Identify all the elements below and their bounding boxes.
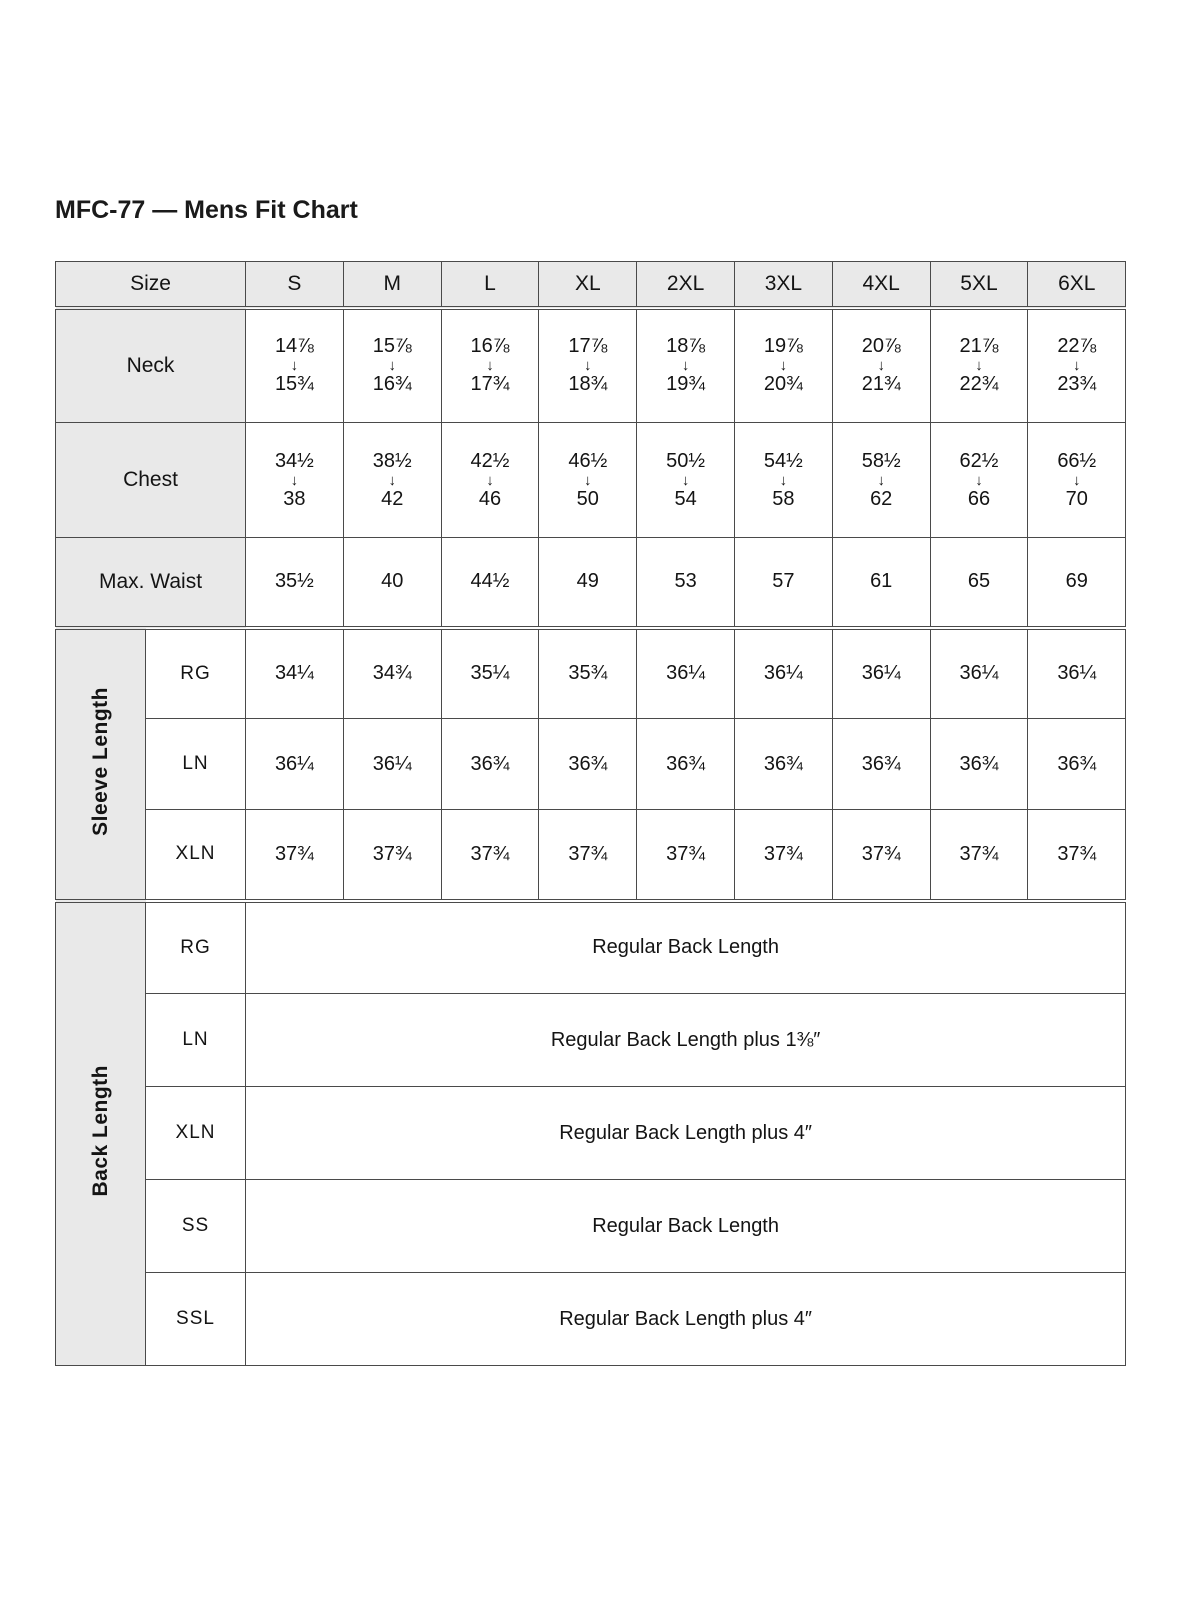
size-col-header-m: M (343, 262, 441, 308)
sleeve-sub-label-xln: XLN (146, 810, 246, 901)
size-col-header-xl: XL (539, 262, 637, 308)
range-from-value: 20⅞ (861, 335, 901, 358)
range-from-value: 54½ (763, 449, 803, 472)
range-stack (539, 335, 636, 396)
back-sub-label-ss: SS (146, 1180, 246, 1273)
chest-range-cell-4xl (832, 423, 930, 538)
down-arrow-icon: ↓ (877, 471, 885, 489)
chest-range-cell-m (343, 423, 441, 538)
range-stack (246, 450, 343, 511)
back-ssl-description: Regular Back Length plus 4″ (246, 1273, 1126, 1366)
range-to-value: 23¾ (1057, 373, 1097, 396)
range-stack (1028, 335, 1125, 396)
chest-range-cell-6xl (1028, 423, 1126, 538)
fit-chart-table (55, 261, 1126, 1366)
range-stack (637, 450, 734, 511)
range-stack (344, 450, 441, 511)
range-from-value: 50½ (666, 449, 706, 472)
down-arrow-icon: ↓ (975, 357, 983, 375)
sleeve-ln-value-cell-3xl: 36¾ (735, 719, 833, 810)
neck-range-cell-s (246, 308, 344, 423)
range-from-value: 14⅞ (274, 335, 314, 358)
sleeve-sub-label-rg: RG (146, 628, 246, 719)
back-rg-description: Regular Back Length (246, 901, 1126, 994)
sleeve-rg-value-cell-5xl: 36¼ (930, 628, 1028, 719)
down-arrow-icon: ↓ (584, 357, 592, 375)
neck-range-cell-3xl (735, 308, 833, 423)
down-arrow-icon: ↓ (779, 471, 788, 489)
max-waist-value-cell-6xl: 69 (1028, 538, 1126, 628)
range-from-value: 46½ (568, 449, 608, 472)
neck-range-cell-xl (539, 308, 637, 423)
size-col-header-l: L (441, 262, 539, 308)
down-arrow-icon: ↓ (584, 471, 592, 489)
sleeve-ln-value-cell-s: 36¼ (246, 719, 344, 810)
range-stack (637, 335, 734, 396)
range-to-value: 38 (283, 487, 306, 510)
range-to-value: 46 (478, 487, 502, 510)
sleeve-rg-value-cell-xl: 35¾ (539, 628, 637, 719)
sleeve-xln-value-cell-l: 37¾ (441, 810, 539, 901)
max-waist-value-cell-3xl: 57 (735, 538, 833, 628)
size-col-header-2xl: 2XL (637, 262, 735, 308)
down-arrow-icon: ↓ (779, 357, 788, 375)
range-to-value: 19¾ (666, 373, 706, 396)
range-stack (246, 335, 343, 396)
range-stack (539, 450, 636, 511)
back-xln-description: Regular Back Length plus 4″ (246, 1087, 1126, 1180)
size-col-header-s: S (246, 262, 344, 308)
back-sub-label-xln: XLN (146, 1087, 246, 1180)
max-waist-value-cell-m: 40 (343, 538, 441, 628)
range-stack (344, 335, 441, 396)
down-arrow-icon: ↓ (1073, 357, 1081, 375)
sleeve-ln-value-cell-2xl: 36¾ (637, 719, 735, 810)
range-to-value: 21¾ (861, 373, 901, 396)
down-arrow-icon: ↓ (290, 471, 299, 489)
range-from-value: 15⅞ (372, 335, 412, 358)
chest-range-cell-5xl (930, 423, 1028, 538)
neck-range-cell-2xl (637, 308, 735, 423)
max-waist-value-cell-l: 44½ (441, 538, 539, 628)
row-label-neck: Neck (56, 308, 246, 423)
chest-range-cell-2xl (637, 423, 735, 538)
back-sub-label-ln: LN (146, 994, 246, 1087)
down-arrow-icon: ↓ (290, 357, 299, 375)
section-label-sleeve-length (56, 628, 146, 901)
back-ln-description: Regular Back Length plus 1⅜″ (246, 994, 1126, 1087)
range-to-value: 15¾ (274, 373, 314, 396)
down-arrow-icon: ↓ (1073, 471, 1081, 489)
down-arrow-icon: ↓ (681, 357, 690, 375)
range-from-value: 42½ (470, 449, 510, 472)
down-arrow-icon: ↓ (975, 471, 983, 489)
max-waist-value-cell-xl: 49 (539, 538, 637, 628)
range-from-value: 34½ (274, 449, 314, 472)
sleeve-ln-value-cell-xl: 36¾ (539, 719, 637, 810)
range-to-value: 66 (967, 487, 991, 510)
range-from-value: 19⅞ (763, 335, 803, 358)
range-stack (442, 335, 539, 396)
neck-range-cell-5xl (930, 308, 1028, 423)
down-arrow-icon: ↓ (388, 471, 396, 489)
size-col-header-6xl: 6XL (1028, 262, 1126, 308)
sleeve-xln-value-cell-s: 37¾ (246, 810, 344, 901)
sleeve-ln-value-cell-6xl: 36¾ (1028, 719, 1126, 810)
sleeve-xln-value-cell-2xl: 37¾ (637, 810, 735, 901)
sleeve-sub-label-ln: LN (146, 719, 246, 810)
range-to-value: 70 (1065, 487, 1088, 510)
max-waist-value-cell-2xl: 53 (637, 538, 735, 628)
range-to-value: 62 (870, 487, 893, 510)
sleeve-xln-value-cell-3xl: 37¾ (735, 810, 833, 901)
range-from-value: 66½ (1057, 449, 1097, 472)
range-from-value: 38½ (372, 449, 412, 472)
section-label-back-length (56, 901, 146, 1366)
range-stack (833, 450, 930, 511)
sleeve-ln-value-cell-l: 36¾ (441, 719, 539, 810)
back-sub-label-rg: RG (146, 901, 246, 994)
neck-range-cell-6xl (1028, 308, 1126, 423)
size-col-header-3xl: 3XL (735, 262, 833, 308)
chest-range-cell-l (441, 423, 539, 538)
range-stack (833, 335, 930, 396)
range-to-value: 42 (381, 487, 404, 510)
down-arrow-icon: ↓ (877, 357, 885, 375)
range-from-value: 18⅞ (666, 335, 706, 358)
sleeve-rg-value-cell-4xl: 36¼ (832, 628, 930, 719)
range-stack (931, 450, 1028, 511)
max-waist-value-cell-4xl: 61 (832, 538, 930, 628)
sleeve-ln-value-cell-5xl: 36¾ (930, 719, 1028, 810)
chest-range-cell-3xl (735, 423, 833, 538)
row-label-chest: Chest (56, 423, 246, 538)
range-stack (931, 335, 1028, 396)
sleeve-xln-value-cell-xl: 37¾ (539, 810, 637, 901)
row-label-max-waist: Max. Waist (56, 538, 246, 628)
range-stack (1028, 450, 1125, 511)
page-title: MFC-77 — Mens Fit Chart (55, 196, 358, 224)
chest-range-cell-s (246, 423, 344, 538)
sleeve-xln-value-cell-5xl: 37¾ (930, 810, 1028, 901)
range-from-value: 62½ (959, 449, 999, 472)
neck-range-cell-4xl (832, 308, 930, 423)
sleeve-xln-value-cell-6xl: 37¾ (1028, 810, 1126, 901)
size-col-header-5xl: 5XL (930, 262, 1028, 308)
range-from-value: 21⅞ (959, 335, 999, 358)
range-stack (735, 450, 832, 511)
down-arrow-icon: ↓ (681, 471, 690, 489)
range-to-value: 22¾ (959, 373, 999, 396)
down-arrow-icon: ↓ (486, 471, 494, 489)
range-to-value: 17¾ (470, 373, 510, 396)
range-from-value: 22⅞ (1057, 335, 1097, 358)
sleeve-rg-value-cell-l: 35¼ (441, 628, 539, 719)
back-length-vertical-label: Back Length (88, 1065, 112, 1198)
range-to-value: 58 (772, 487, 795, 510)
range-to-value: 20¾ (763, 373, 803, 396)
sleeve-ln-value-cell-4xl: 36¾ (832, 719, 930, 810)
range-to-value: 18¾ (568, 373, 608, 396)
sleeve-rg-value-cell-2xl: 36¼ (637, 628, 735, 719)
back-sub-label-ssl: SSL (146, 1273, 246, 1366)
neck-range-cell-m (343, 308, 441, 423)
sleeve-xln-value-cell-4xl: 37¾ (832, 810, 930, 901)
sleeve-rg-value-cell-6xl: 36¼ (1028, 628, 1126, 719)
range-stack (442, 450, 539, 511)
size-col-header-4xl: 4XL (832, 262, 930, 308)
max-waist-value-cell-5xl: 65 (930, 538, 1028, 628)
range-to-value: 16¾ (372, 373, 412, 396)
sleeve-ln-value-cell-m: 36¼ (343, 719, 441, 810)
range-from-value: 17⅞ (568, 335, 608, 358)
sleeve-length-vertical-label: Sleeve Length (88, 687, 112, 836)
chest-range-cell-xl (539, 423, 637, 538)
range-from-value: 16⅞ (470, 335, 510, 358)
down-arrow-icon: ↓ (486, 357, 494, 375)
back-ss-description: Regular Back Length (246, 1180, 1126, 1273)
sleeve-rg-value-cell-s: 34¼ (246, 628, 344, 719)
range-stack (735, 335, 832, 396)
range-to-value: 50 (576, 487, 599, 510)
range-to-value: 54 (674, 487, 697, 510)
down-arrow-icon: ↓ (388, 357, 396, 375)
max-waist-value-cell-s: 35½ (246, 538, 344, 628)
sleeve-rg-value-cell-m: 34¾ (343, 628, 441, 719)
range-from-value: 58½ (861, 449, 901, 472)
sleeve-xln-value-cell-m: 37¾ (343, 810, 441, 901)
neck-range-cell-l (441, 308, 539, 423)
size-header-cell: Size (56, 262, 246, 308)
sleeve-rg-value-cell-3xl: 36¼ (735, 628, 833, 719)
